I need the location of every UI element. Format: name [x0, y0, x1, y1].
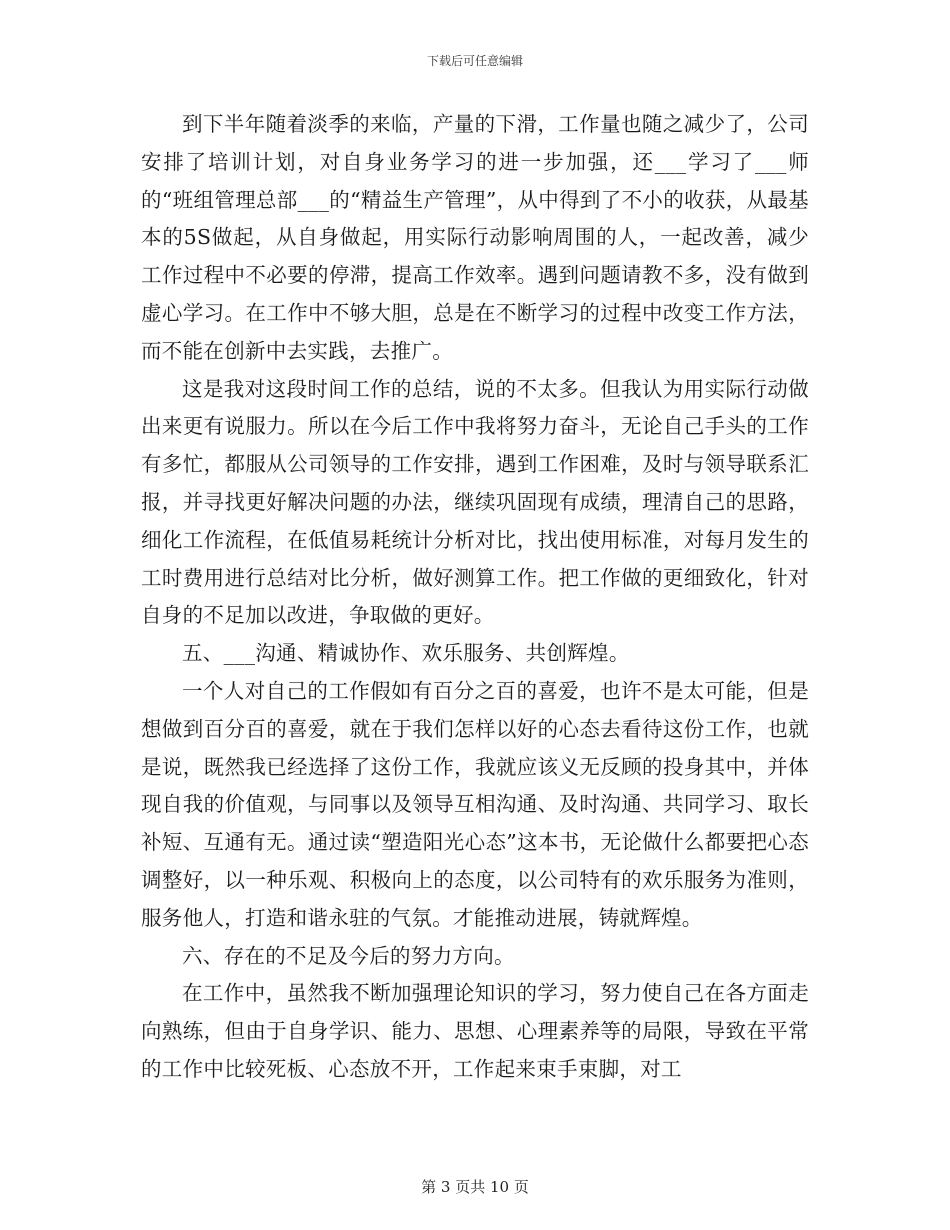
section-heading-five: 五、___沟通、精诚协作、欢乐服务、共创辉煌。 [182, 641, 630, 666]
paragraph-attitude: 一个人对自己的工作假如有百分之百的喜爱，也许不是太可能，但是想做到百分百的喜爱，就在于我们怎样以好的心态去看待这份工作，也就是说，既然我已经选择了这份工作，我就应该义无反顾的投身其中，并体现自我的价值观，与同事以及领导互相沟通、及时沟通、共同学习、取长补短、互通有无。通过读“塑造阳光心态”这本书，无论做什么都要把心态调整好，以一种乐观、积极向上的态度，以公司特有的欢乐服务为准则，服务他人，打造和谐永驻的气氛。才能推动进展，铸就辉煌。 [141, 678, 809, 930]
page-number: 第 3 页共 10 页 [421, 1178, 529, 1196]
section-heading-six: 六、存在的不足及今后的努力方向。 [182, 943, 515, 968]
paragraph-summary: 这是我对这段时间工作的总结，说的不太多。但我认为用实际行动做出来更有说服力。所以在今后工作中我将努力奋斗，无论自己手头的工作有多忙，都服从公司领导的工作安排，遇到工作困难，及时与领导联系汇报，并寻找更好解决问题的办法，继续巩固现有成绩，理清自己的思路，细化工作流程，在低值易耗统计分析对比，找出使用标准，对每月发生的工时费用进行总结对比分析，做好测算工作。把工作做的更细致化，针对自身的不足加以改进，争取做的更好。 [141, 376, 809, 628]
paragraph-training: 到下半年随着淡季的来临，产量的下滑，工作量也随之减少了，公司安排了培训计划，对自身业务学习的进一步加强，还___学习了___师的“班组管理总部___的“精益生产管理”，从中得到了不小的收获，从最基本的5S做起，从自身做起，用实际行动影响周围的人，一起改善，减少工作过程中不必要的停滞，提高工作效率。遇到问题请教不多，没有做到虚心学习。在工作中不够大胆，总是在不断学习的过程中改变工作方法，而不能在创新中去实践，去推广。 [141, 112, 809, 363]
page-header: 下载后可任意编辑 [426, 54, 523, 68]
paragraph-shortcomings: 在工作中，虽然我不断加强理论知识的学习，努力使自己在各方面走向熟练，但由于自身学识、能力、思想、心理素养等的局限，导致在平常的工作中比较死板、心态放不开，工作起来束手束脚，对工 [141, 981, 809, 1081]
document-body [141, 106, 809, 1089]
